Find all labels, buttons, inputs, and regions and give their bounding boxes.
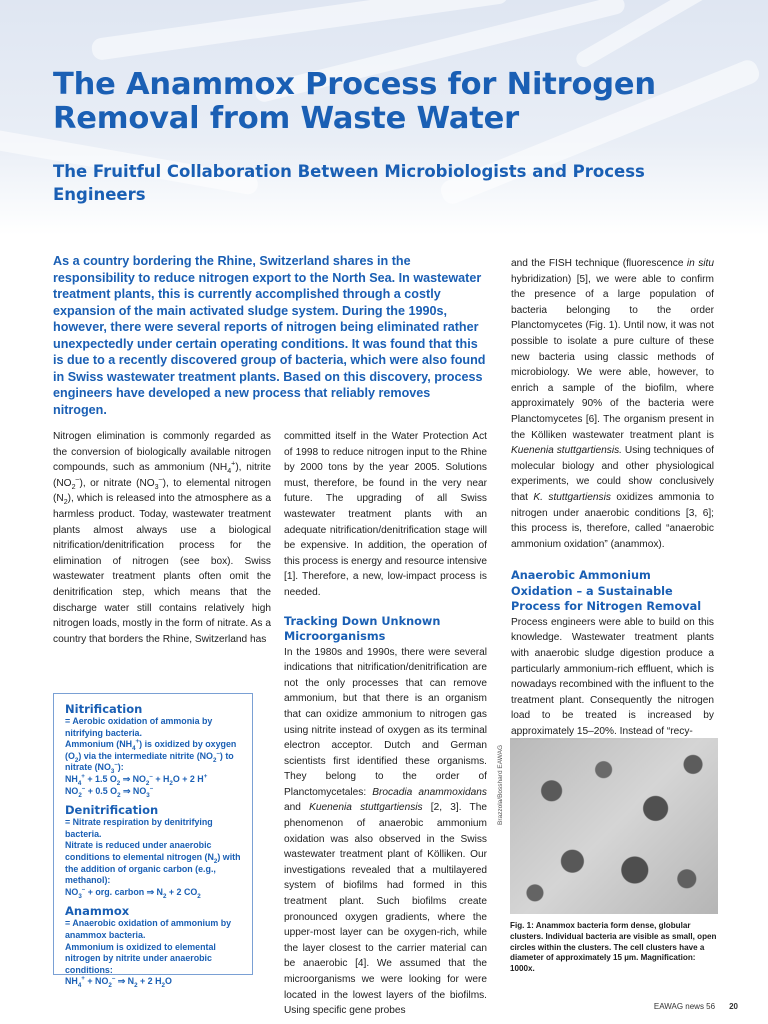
publication-name: EAWAG news 56 [653,1002,716,1011]
definitions-box [53,693,253,990]
page-footer [654,1002,738,1011]
box-equation: $NO_3^-$ + org. carbon ⇒ $N_2 + 2$ $CO_2$ [65,885,201,900]
paragraph: committed itself in the Water Protection Act of 1998 to reduce nitrogen input to the Rhine by 2000 tons by the year 2005. Solutions must, therefore, be found in the very near future. The upgrading of all Swiss wastewater treatment plants with an adequate nitrification/denitrification stage will be expensive. In addition, the operation of this process is energy and resource intensive [1]. Therefore, a new, low-impact process is needed. [284,431,487,598]
paragraph: Process engineers were able to build on this knowledge. Wastewater treatment plants with anaerobic sludge digestion produce a particularly ammonium-rich effluent, which is nowadays recombined with the influent to the treatment plant. Consequently the nitrogen load to be treated is increased by approximately 15–20%. Instead of “recy- [511,616,714,737]
article-subtitle: The Fruitful Collaboration Between Microbiologists and Process Engineers [53,162,645,204]
box-heading-nitrification: Nitrification [65,702,143,716]
paragraph: In the 1980s and 1990s, there were several indications that nitrification/denitrification are not the only processes that can remove ammonium, but that there is an organism that can oxidize ammonium to nitrogen gas using nitrite instead of oxygen as its terminal electron acceptor. Dutch and German scientists first identified these organisms. They belong to the order of Planctomycetales: Brocadia anammoxidans and Kuenenia stuttgartiensis [2, 3]. The phenomenon of anaerobic ammonium oxidation was also observed in the Swiss wastewater treatment plant of Kölliken. Our investigations revealed that a multilayered system of biofilms had formed in this treatment plant. Such biofilms create pronounced oxygen gradients, where the upper-most layer can be oxygen-rich, while the layer closest to the carrier material can be anaerobic [4]. We assumed that the microorganisms we were looking for were located in the lowest layers of the biofilms. Using specific gene probes [284,646,487,1017]
paragraph: and the FISH technique (fluorescence in situ hybridization) [5], we were able to confirm the presence of a large population of bacteria belonging to the order Planctomycetes (Fig. 1). Until now, it was not possible to isolate a pure culture of these new bacteria using classic methods of microbiology. We were able, however, to enrich a sample of the biofilm, where approximately 90% of the bacteria were Planctomycetes [6]. The organism present in the Kölliken wastewater treatment plant is Kuenenia stuttgartiensis. Using techniques of molecular biology and other physiological experiments, we could show conclusively that K. stuttgartiensis oxidizes ammonia to nitrogen under anaerobic conditions [3, 6]; this process is, therefore, called “anaerobic ammonium oxidation” (anammox). [511,258,714,550]
article-title: The Anammox Process for Nitrogen Removal from Waste Water [53,67,656,136]
box-definition: = Aerobic oxidation of ammonia by nitrifying bacteria. [65,716,213,738]
body-column-3 [511,256,714,740]
figure-credit: Brazzola/Bosshard EAWAG [497,744,504,825]
box-description: Nitrate is reduced under anaerobic conditions to elemental nitrogen $(N_2)$ with the addition of organic carbon (e.g., methanol): [65,840,241,886]
paragraph: Nitrogen elimination is commonly regarded as the conversion of biologically available nitrogen compounds, such as ammonium $(NH_4^+)$, nitrite $(NO_2^-)$, or nitrate $(NO_3^-)$, to elemental nitrogen $(N_2)$, which is released into the atmosphere as a harmless product. Today, wastewater treatment plants almost always use a biological nitrification/denitrification process for the elimination of nitrogen (see box). Swiss wastewater treatment plants often omit the denitrification step, which means that the discharge water still contains relatively high nitrogen loads, mostly in the form of nitrate. As a country that borders the Rhine, Switzerland has [53,431,272,645]
box-heading-denitrification: Denitrification [65,803,159,818]
box-equation: $NH_4^+ + NO_2^-$ ⇒ $N_2 + 2$ $H_2O$ [65,975,172,990]
body-column-1 [53,429,271,647]
box-equation: $NO_2^- + 0.5$ $O_2$ ⇒ $NO_3^-$ [65,784,154,799]
box-description: Ammonium is oxidized to elemental nitrogen by nitrite under anaerobic conditions: [65,941,216,975]
section-heading-tracking: Tracking Down Unknown Microorganisms [284,614,441,644]
figure-caption: Fig. 1: Anammox bacteria form dense, globular clusters. Individual bacteria are visible as small, open circles within the clusters. The cell clusters have a diameter of approximately 15 µm. Magnification: 1000x. [510,921,717,974]
page-number: 20 [729,1002,738,1011]
box-description: Ammonium $(NH_4^+)$ is oxidized by oxygen $(O_2)$ via the intermediate nitrite $(NO_2^-)$ to nitrate $(NO_3^-)$: [65,738,237,776]
box-heading-anammox: Anammox [65,904,130,919]
section-heading-anaerobic: Anaerobic Ammonium Oxidation – a Sustainable Process for Nitrogen Removal [511,569,702,614]
body-column-2 [284,429,487,1019]
box-definition: = Nitrate respiration by denitrifying bacteria. [65,817,213,839]
box-definition: = Anaerobic oxidation of ammonium by anammox bacteria. [65,918,232,940]
lead-paragraph: As a country bordering the Rhine, Switzerland shares in the responsibility to reduce nitrogen export to the North Sea. In wastewater treatment plants, this is currently accomplished through a costly expansion of the main activated sludge system. During the 1990s, however, there were several reports of nitrogen being eliminated rather unexpectedly under certain operating conditions. It was found that this is due to a recently discovered group of bacteria, which were also found in Swiss wastewater treatment plants. Based on this discovery, process engineers have developed a new process that reliably removes nitrogen. [53,254,486,417]
box-equation: $NH_4^+ + 1.5$ $O_2$ ⇒ $NO_2^- + H_2O + 2$ H+ [65,773,208,787]
micrograph-image [510,738,718,914]
